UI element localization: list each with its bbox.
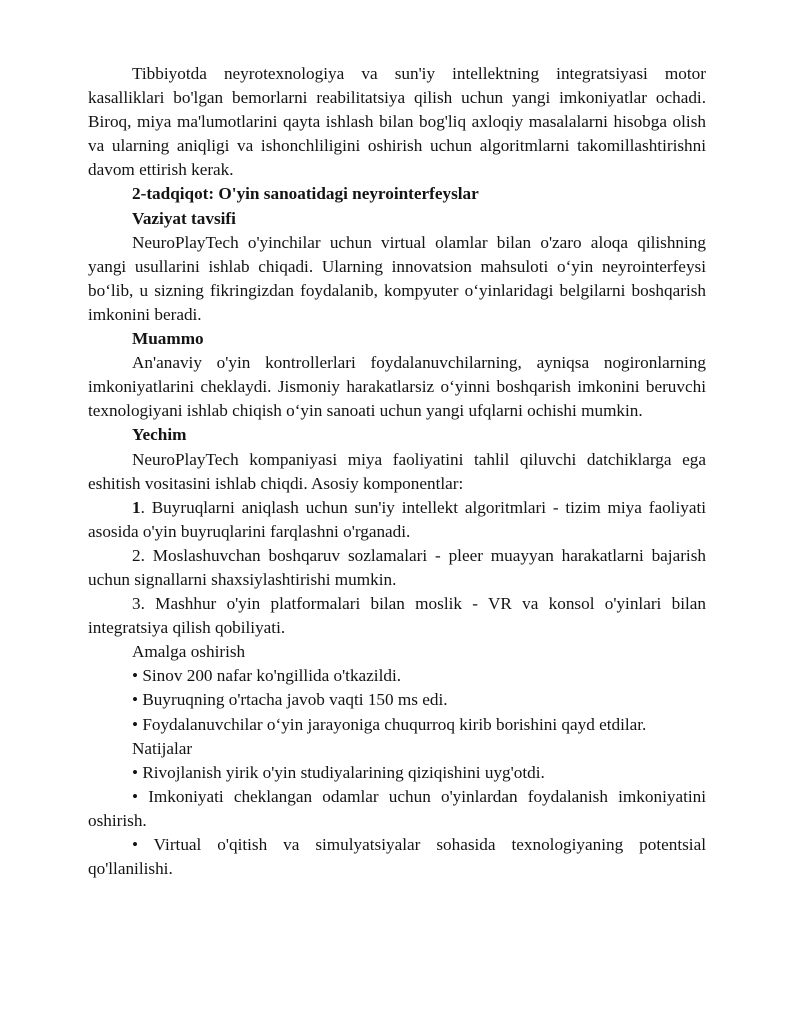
implementation-heading: Amalga oshirish [132, 642, 246, 662]
results-heading: Natijalar [132, 738, 193, 758]
results-item: • Virtual o'qitish va simulyatsiyalar sohasida texnologiyaning potentsial qo'llanilishi. [88, 835, 706, 879]
results-item: • Imkoniyati cheklangan odamlar uchun o'yinlardan foydalanish imkoniyatini oshirish. [88, 786, 706, 830]
component-item-2 [88, 544, 706, 592]
component-number: 2 [132, 545, 141, 565]
results-item: • Rivojlanish yirik o'yin studiyalarining qiziqishini uyg'otdi. [132, 762, 545, 782]
document-page [88, 62, 706, 881]
implementation-item: • Buyruqning o'rtacha javob vaqti 150 ms edi. [132, 690, 448, 710]
problem-paragraph: An'anaviy o'yin kontrollerlari foydalanuvchilarning, ayniqsa nogironlarning imkoniyatlarini cheklaydi. Jismoniy harakatlarsiz o‘yinni boshqarish imkonini beruvchi texnologiyani ishlab chiqish o‘yin sanoati uchun yangi ufqlarni ochishi mumkin. [88, 353, 706, 421]
problem-heading: Muammo [132, 329, 204, 349]
situation-heading: Vaziyat tavsifi [132, 208, 236, 228]
component-text: . Buyruqlarni aniqlash uchun sun'iy intellekt algoritmlari - tizim miya faoliyati asosida o'yin buyruqlarini farqlashni o'rganadi. [88, 497, 706, 541]
component-item-3 [88, 592, 706, 640]
component-item-1 [88, 496, 706, 544]
component-number: 3 [132, 594, 141, 614]
solution-heading: Yechim [132, 425, 187, 445]
implementation-item: • Foydalanuvchilar o‘yin jarayoniga chuqurroq kirib borishini qayd etdilar. [132, 714, 647, 734]
intro-paragraph: Tibbiyotda neyrotexnologiya va sun'iy intellektning integratsiyasi motor kasalliklari bo'lgan bemorlarni reabilitatsiya qilish uchun yangi imkoniyatlar ochadi. Biroq, miya ma'lumotlarini qayta ishlash bilan bog'liq axloqiy masalalarni hisobga olish va ularning aniqligi va ishonchliligini oshirish uchun algoritmlarni takomillashtirishni davom ettirish kerak. [88, 64, 706, 180]
component-number: 1 [132, 497, 141, 517]
component-text: . Mashhur o'yin platformalari bilan moslik - VR va konsol o'yinlari bilan integratsiya qilish qobiliyati. [88, 594, 706, 638]
solution-paragraph: NeuroPlayTech kompaniyasi miya faoliyatini tahlil qiluvchi datchiklarga ega eshitish vositasini ishlab chiqdi. Asosiy komponentlar: [88, 449, 706, 493]
implementation-item: • Sinov 200 nafar ko'ngillida o'tkazildi. [132, 666, 402, 686]
component-text: . Moslashuvchan boshqaruv sozlamalari - pleer muayyan harakatlarni bajarish uchun signallarni shaxsiylashtirishi mumkin. [88, 545, 706, 589]
situation-paragraph: NeuroPlayTech o'yinchilar uchun virtual olamlar bilan o'zaro aloqa qilishning yangi usullarini ishlab chiqadi. Ularning innovatsion mahsuloti o‘yin neyrointerfeysi bo‘lib, u sizning fikringizdan foydalanib, kompyuter o‘yinlaridagi belgilarni boshqarish imkonini beradi. [88, 232, 706, 324]
study-heading: 2-tadqiqot: O'yin sanoatidagi neyrointerfeyslar [132, 184, 479, 204]
